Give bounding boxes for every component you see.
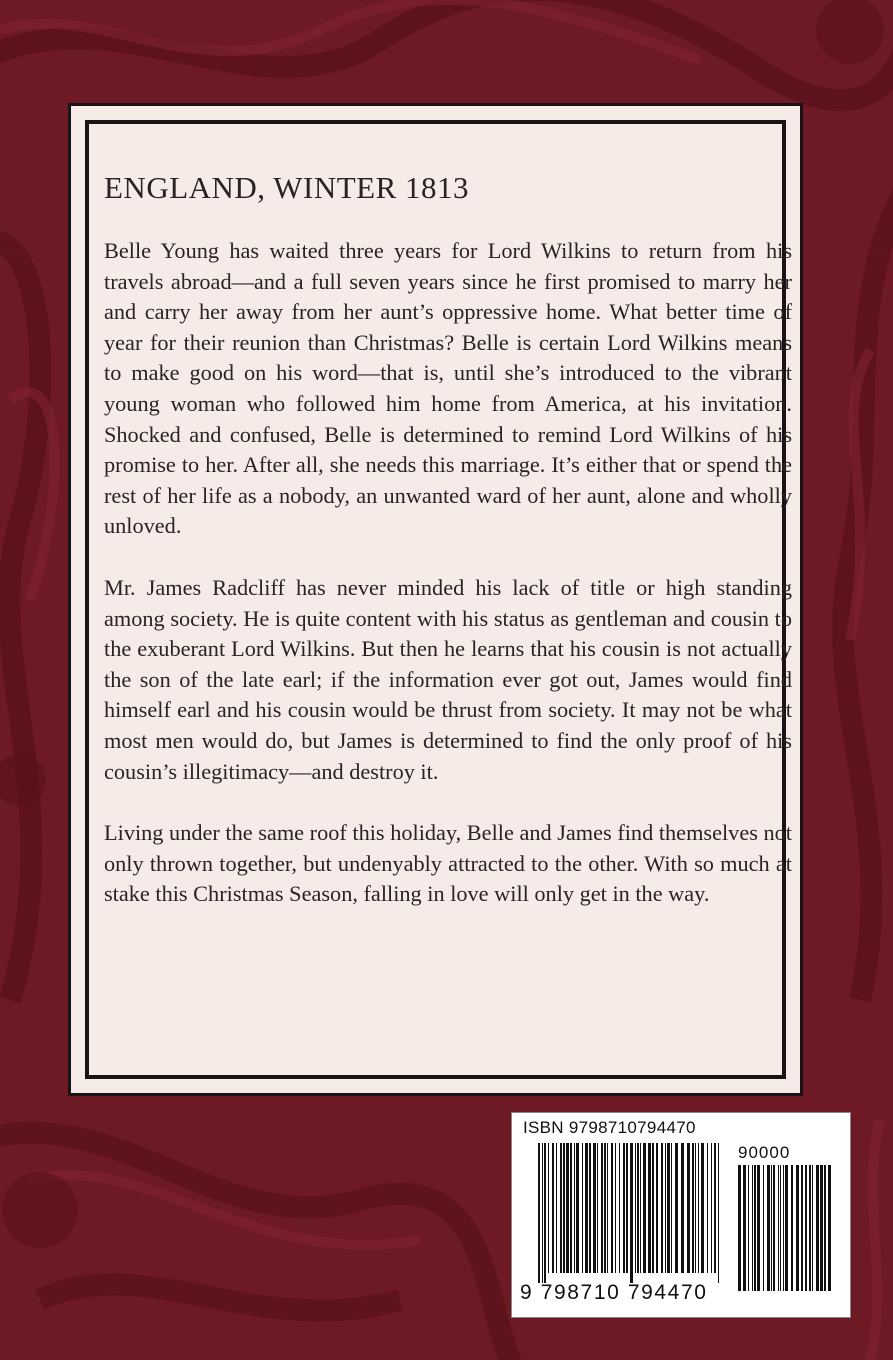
barcode-bar — [566, 1143, 569, 1273]
barcode-bar — [711, 1143, 712, 1273]
setting-heading: ENGLAND, WINTER 1813 — [104, 170, 470, 205]
barcode-bar — [552, 1143, 554, 1273]
barcode-addon-bar — [820, 1165, 823, 1291]
barcode-addon-bar — [767, 1165, 770, 1291]
barcode-bar — [619, 1143, 620, 1273]
barcode-bar — [570, 1143, 572, 1273]
barcode-addon-bar — [796, 1165, 799, 1291]
blurb-paragraph-1: Belle Young has waited three years for Lord Wilkins to return from his travels abroad—and a full seven years since he first promised to marry her and carry her away from her aunt’s oppressive home. What better time of year for their reunion than Christmas? Belle is certain Lord Wilkins means to make good on his word—that is, until she’s introduced to the vibrant young woman who followed him home from America, at his invitation. Shocked and confused, Belle is determined to remind Lord Wilkins of his promise to her. After all, she needs this marriage. It’s either that or spend the rest of her life as a nobody, an unwanted ward of her aunt, alone and wholly unloved. — [104, 238, 792, 539]
barcode-addon-bar — [763, 1165, 764, 1291]
barcode-addon-bar — [752, 1165, 753, 1291]
barcode-bar — [574, 1143, 575, 1273]
barcode-addon-bar — [809, 1165, 811, 1291]
barcode-bar — [576, 1143, 579, 1273]
isbn-digits: 9 798710 794470 — [520, 1281, 708, 1304]
barcode-addon-bar — [791, 1165, 793, 1291]
barcode-bar — [542, 1143, 543, 1283]
barcode-bar — [626, 1143, 628, 1273]
barcode-bar — [714, 1143, 716, 1273]
barcode-addon-bar — [778, 1165, 779, 1291]
barcode-bar — [652, 1143, 654, 1273]
barcode-bar — [589, 1143, 591, 1273]
barcode-bar — [548, 1143, 549, 1273]
barcode-bar — [635, 1143, 636, 1273]
barcode-addon-bar — [801, 1165, 803, 1291]
price-code: 90000 — [738, 1143, 791, 1162]
barcode-bars-main — [538, 1143, 723, 1283]
blurb-paragraph-3: Living under the same roof this holiday, Belle and James find themselves not only thrown together, but undenyably attracted to the other. With so much at stake this Christmas Season, falling in love will only get in the way. — [104, 820, 792, 907]
barcode-bar — [544, 1143, 546, 1283]
barcode-bar — [630, 1143, 633, 1283]
barcode-bar — [667, 1143, 670, 1273]
barcode-addon-bar — [738, 1165, 741, 1291]
back-cover-text — [104, 170, 792, 941]
barcode-addon-bar — [771, 1165, 772, 1291]
barcode-addon-bar — [824, 1165, 826, 1291]
barcode-bar — [640, 1143, 641, 1273]
barcode-bar — [698, 1143, 699, 1273]
barcode-bar — [556, 1143, 557, 1273]
barcode-bar — [538, 1143, 540, 1283]
barcode-bar — [623, 1143, 625, 1273]
barcode-bars-addon — [738, 1165, 832, 1291]
barcode-bar — [585, 1143, 588, 1273]
barcode-bar — [718, 1143, 719, 1283]
barcode-bar — [687, 1143, 690, 1273]
barcode-bar — [675, 1143, 678, 1273]
barcode-bar — [665, 1143, 666, 1273]
barcode-bar — [593, 1143, 596, 1273]
barcode-addon-bar — [783, 1165, 784, 1291]
barcode-addon-bar — [754, 1165, 756, 1291]
barcode-addon-bar — [780, 1165, 781, 1291]
blurb-paragraph-2: Mr. James Radcliff has never minded his lack of title or high standing among society. He is quite content with his status as gentleman and cousin to the exuberant Lord Wilkins. But then he learns that his cousin is not actually the son of the late earl; if the information ever got out, James would find himself earl and his cousin would be thrust from society. It may not be what most men would do, but James is determined to find the only proof of his cousin’s illegitimacy—and destroy it. — [104, 574, 792, 784]
barcode-bar — [615, 1143, 616, 1273]
barcode-bar — [692, 1143, 694, 1273]
barcode-bar — [707, 1143, 708, 1273]
barcode-addon-bar — [773, 1165, 775, 1291]
barcode-bar — [601, 1143, 603, 1273]
barcode-addon-bar — [816, 1165, 819, 1291]
barcode-bar — [643, 1143, 646, 1273]
isbn-label: ISBN 9798710794470 — [523, 1118, 696, 1137]
barcode-bar — [560, 1143, 562, 1273]
barcode-bar — [637, 1143, 639, 1273]
barcode-addon-bar — [743, 1165, 746, 1291]
barcode-addon-bar — [828, 1165, 831, 1291]
isbn-barcode — [511, 1112, 851, 1318]
barcode-bar — [597, 1143, 598, 1273]
barcode-bar — [656, 1143, 658, 1273]
barcode-addon-bar — [757, 1165, 760, 1291]
barcode-addon-bar — [748, 1165, 749, 1291]
barcode-bar — [671, 1143, 672, 1273]
barcode-bar — [582, 1143, 583, 1273]
barcode-addon-bar — [812, 1165, 813, 1291]
barcode-bar — [563, 1143, 565, 1273]
barcode-bar — [695, 1143, 696, 1273]
barcode-bar — [701, 1143, 704, 1273]
barcode-bar — [661, 1143, 663, 1273]
barcode-addon-bar — [785, 1165, 788, 1291]
barcode-bar — [648, 1143, 651, 1273]
barcode-bar — [607, 1143, 608, 1273]
barcode-addon-bar — [805, 1165, 807, 1291]
barcode-bar — [681, 1143, 684, 1273]
barcode-bar — [611, 1143, 613, 1273]
barcode-bar — [604, 1143, 606, 1273]
